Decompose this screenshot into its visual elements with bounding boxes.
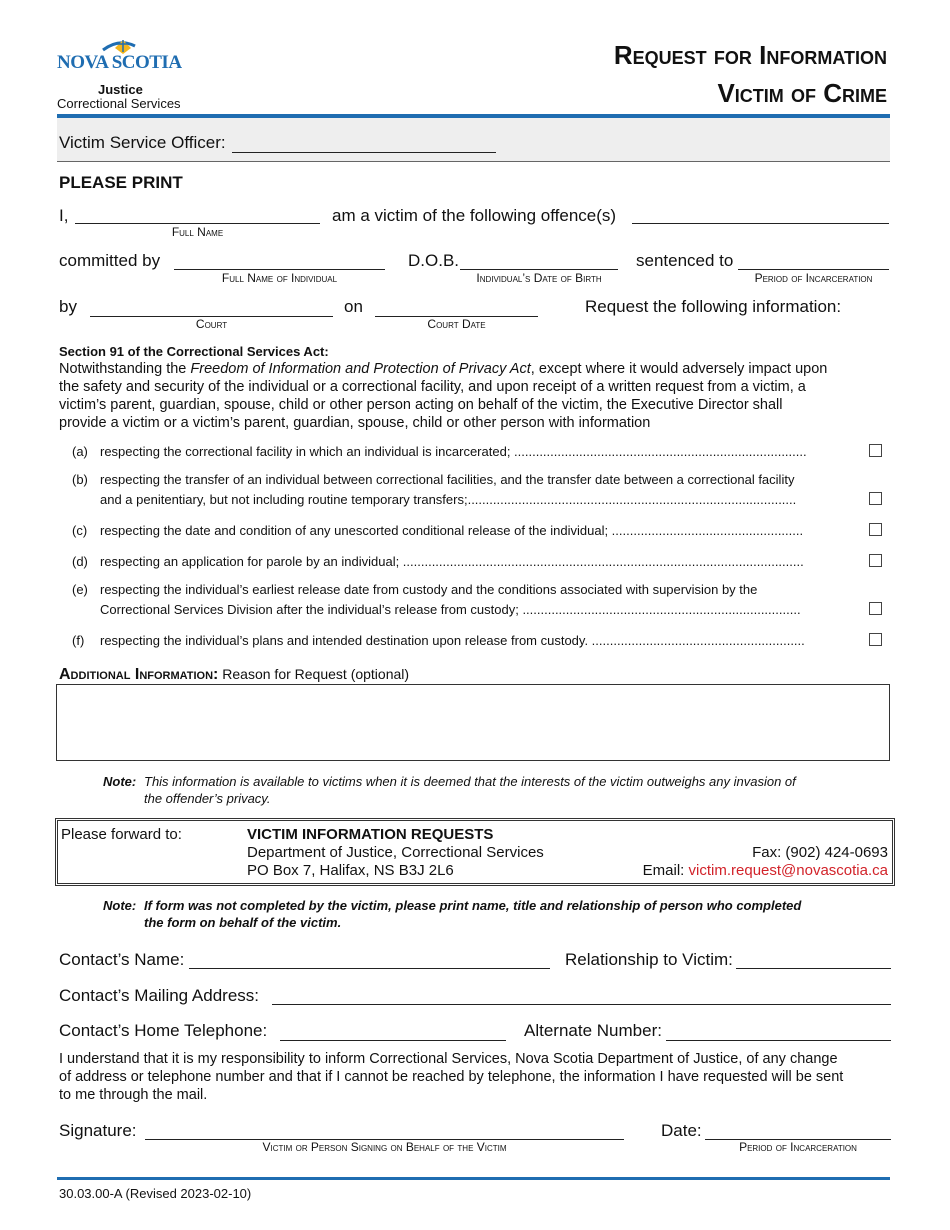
offence-field[interactable] xyxy=(632,206,889,224)
logo-division: Correctional Services xyxy=(57,96,181,111)
section91-line-1: Notwithstanding the Freedom of Information and Protection of Privacy Act, except where it would adversely impact upon xyxy=(59,361,828,377)
individual-name-field[interactable] xyxy=(174,252,385,270)
row1-i: I, xyxy=(59,206,69,225)
item-b: (b) respecting the transfer of an individual between correctional facilities, and the transfer date between a correctional facility and a penitentiary, but not including routine temporary transfers;........................................................................................... xyxy=(72,470,882,510)
dob-caption: Individual’s Date of Birth xyxy=(476,271,602,285)
officer-label: Victim Service Officer: xyxy=(59,133,226,152)
item-e: (e) respecting the individual’s earliest release date from custody and the conditions associated with supervision by the Correctional Services Division after the individual’s release from custody; ............................................................................. xyxy=(72,580,882,620)
contact-name-label: Contact’s Name: xyxy=(59,950,185,969)
alternate-number-field[interactable] xyxy=(666,1023,891,1041)
row1-text: am a victim of the following offence(s) xyxy=(332,206,617,225)
item-f-checkbox[interactable] xyxy=(869,633,882,646)
home-phone-field[interactable] xyxy=(280,1023,506,1041)
relationship-label: Relationship to Victim: xyxy=(565,950,733,969)
section91-line-2: the safety and security of the individual or a correctional facility, and upon receipt of a written request from a victim, a xyxy=(59,379,806,395)
logo-wordmark: NOVA SCOTIA xyxy=(57,52,182,73)
on-label: on xyxy=(344,297,363,316)
sentence-field[interactable] xyxy=(738,252,889,270)
date-field[interactable] xyxy=(705,1122,891,1140)
dob-label: D.O.B. xyxy=(408,251,460,270)
home-phone-label: Contact’s Home Telephone: xyxy=(59,1021,268,1040)
signature-field[interactable] xyxy=(145,1122,624,1140)
forward-fax: Fax: (902) 424-0693 xyxy=(752,844,888,861)
by-label: by xyxy=(59,297,77,316)
mailing-address-label: Contact’s Mailing Address: xyxy=(59,986,260,1005)
footer-rule xyxy=(57,1177,890,1180)
additional-heading: Additional Information: Reason for Request (optional) xyxy=(59,666,410,683)
section91-line-3: victim’s parent, guardian, spouse, child or other person acting on behalf of the victim, the Executive Director shall xyxy=(59,397,783,413)
court-date-caption: Court Date xyxy=(427,317,486,331)
item-d-checkbox[interactable] xyxy=(869,554,882,567)
responsibility-statement: I understand that it is my responsibility to inform Correctional Services, Nova Scotia Department of Justice, of any change of address or telephone number and that if I cannot be reached by telephone, the information I have requested will be sent to me through the mail. xyxy=(59,1051,844,1103)
court-field[interactable] xyxy=(90,299,333,317)
court-date-field[interactable] xyxy=(375,299,538,317)
forward-address: PO Box 7, Halifax, NS B3J 2L6 xyxy=(247,862,454,879)
individual-name-caption: Full Name of Individual xyxy=(221,271,338,285)
logo-justice: Justice xyxy=(98,82,143,97)
item-a: (a) respecting the correctional facility in which an individual is incarcerated; ................................................................................. xyxy=(72,442,882,462)
item-a-checkbox[interactable] xyxy=(869,444,882,457)
request-text: Request the following information: xyxy=(585,297,842,316)
item-e-checkbox[interactable] xyxy=(869,602,882,615)
forward-email-line: Email: victim.request@novascotia.ca xyxy=(642,862,888,879)
dob-field[interactable] xyxy=(460,252,618,270)
please-print-heading: PLEASE PRINT xyxy=(59,173,183,192)
additional-info-textarea[interactable] xyxy=(56,684,890,761)
committed-by-label: committed by xyxy=(59,251,161,270)
sentence-caption: Period of Incarceration xyxy=(754,271,873,285)
court-caption: Court xyxy=(195,317,228,331)
forward-label: Please forward to: xyxy=(61,826,182,843)
item-b-checkbox[interactable] xyxy=(869,492,882,505)
alternate-number-label: Alternate Number: xyxy=(524,1021,662,1040)
page-title-line1: Request for Information xyxy=(613,40,887,70)
relationship-field[interactable] xyxy=(736,951,891,969)
item-f: (f) respecting the individual’s plans and intended destination upon release from custody. ........................................................... xyxy=(72,631,882,651)
full-name-caption: Full Name xyxy=(171,225,224,239)
date-caption: Period of Incarceration xyxy=(739,1140,857,1154)
mailing-address-field[interactable] xyxy=(272,987,891,1005)
forward-dept: Department of Justice, Correctional Services xyxy=(247,844,544,861)
section91-line-4: provide a victim or a victim’s parent, guardian, spouse, child or other person with information xyxy=(59,415,651,431)
email-link[interactable]: victim.request@novascotia.ca xyxy=(688,862,888,879)
section91-heading: Section 91 of the Correctional Services Act: xyxy=(59,344,329,359)
item-c: (c) respecting the date and condition of any unescorted conditional release of the individual; ..................................................... xyxy=(72,521,882,541)
forward-org: VICTIM INFORMATION REQUESTS xyxy=(247,826,494,843)
item-c-checkbox[interactable] xyxy=(869,523,882,536)
section91-body xyxy=(59,360,894,432)
full-name-field[interactable] xyxy=(75,206,320,224)
signature-caption: Victim or Person Signing on Behalf of the Victim xyxy=(262,1140,507,1154)
item-d: (d) respecting an application for parole by an individual; ............................................................................................................... xyxy=(72,552,882,572)
completion-note: Note: If form was not completed by the victim, please print name, title and relationship of person who completed the form on behalf of the victim. xyxy=(103,898,802,930)
officer-field[interactable] xyxy=(232,134,496,153)
date-label: Date: xyxy=(661,1121,702,1140)
privacy-note: Note: This information is available to victims when it is deemed that the interests of the victim outweighs any invasion of the offender’s privacy. xyxy=(103,774,796,806)
sentenced-to-label: sentenced to xyxy=(636,251,734,270)
contact-name-field[interactable] xyxy=(189,951,550,969)
forward-box xyxy=(55,818,895,886)
signature-label: Signature: xyxy=(59,1121,137,1140)
form-id: 30.03.00-A (Revised 2023-02-10) xyxy=(59,1186,252,1201)
page-title-line2: Victim of Crime xyxy=(717,78,887,108)
